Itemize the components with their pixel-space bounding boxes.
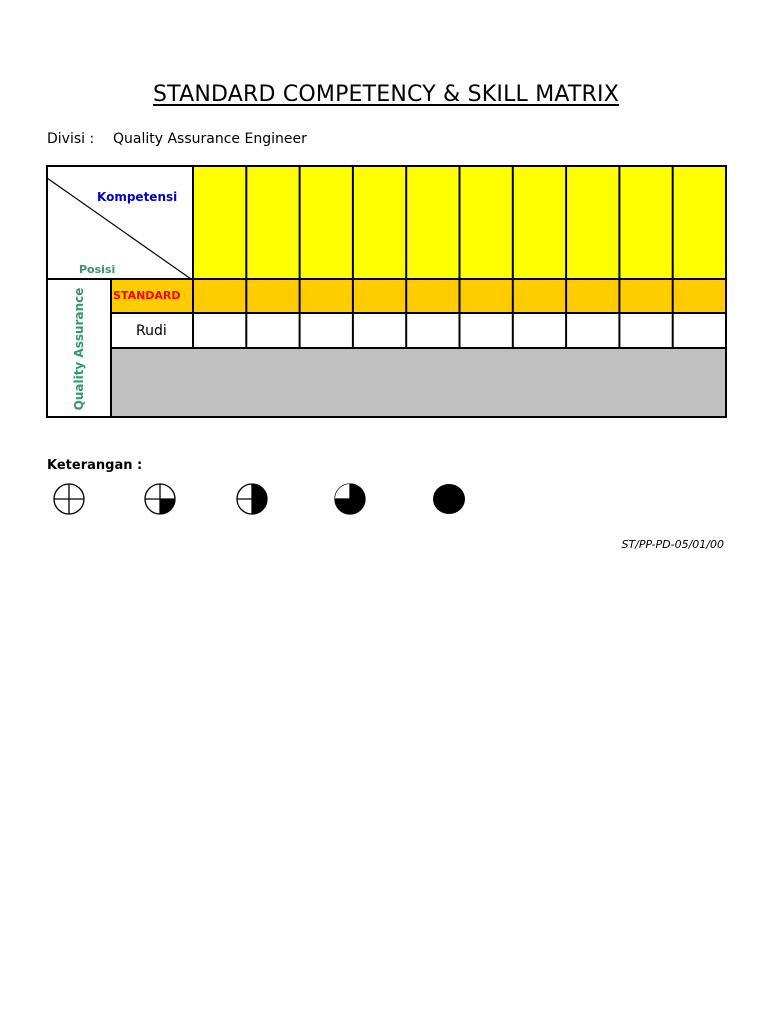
divisi-line — [47, 131, 307, 147]
row-name-rudi: Rudi — [136, 323, 167, 339]
kompetensi-label: Kompetensi — [97, 190, 178, 204]
standard-label: STANDARD — [113, 289, 181, 302]
divisi-label: Divisi : — [47, 131, 95, 147]
circle-empty-cross-icon — [53, 483, 86, 516]
circle-full-icon — [432, 483, 466, 516]
page-title: STANDARD COMPETENCY & SKILL MATRIX — [153, 82, 619, 107]
filler-fill — [111, 348, 726, 417]
standard-fill — [111, 279, 726, 313]
keterangan-label: Keterangan : — [47, 458, 143, 473]
group-label-quality-assurance: Quality Assurance — [72, 287, 86, 411]
posisi-label: Posisi — [79, 263, 116, 276]
circle-three-quarter-icon — [334, 483, 367, 516]
document-code: ST/PP-PD-05/01/00 — [621, 538, 724, 551]
circle-half-icon — [236, 483, 269, 516]
circle-quarter-icon — [144, 483, 177, 516]
divisi-value: Quality Assurance Engineer — [113, 131, 307, 147]
